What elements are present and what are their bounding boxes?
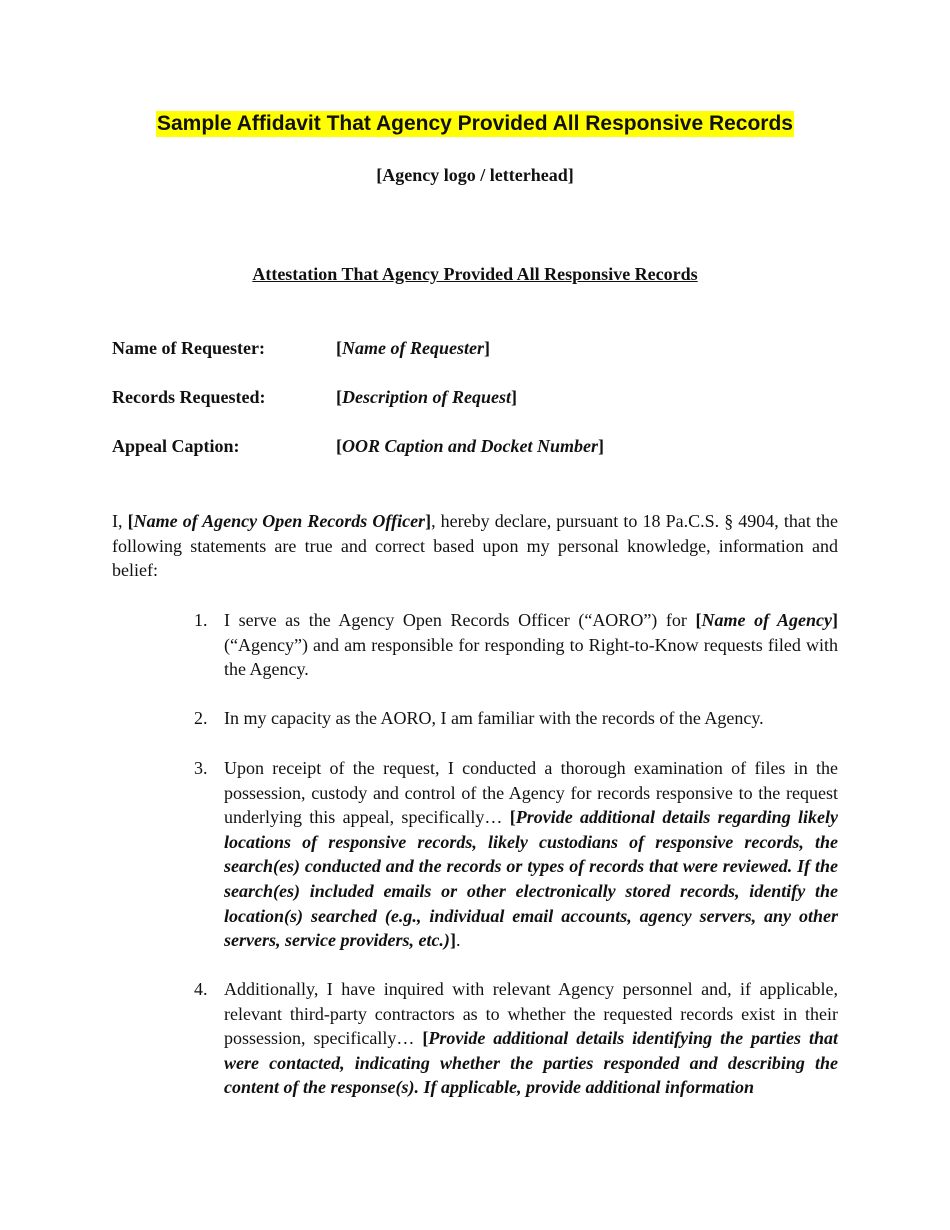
item-number: 2. [194, 708, 208, 728]
list-item [194, 706, 838, 731]
attestation-heading: Attestation That Agency Provided All Responsive Records [252, 264, 698, 284]
field-value: [OOR Caption and Docket Number] [336, 436, 605, 456]
item-text: I serve as the Agency Open Records Officer (“AORO”) for [Name of Agency] (“Agency”) and am responsible for responding to Right-to-Know requests filed with the Agency. [224, 610, 838, 680]
list-item [194, 608, 838, 682]
declaration-paragraph: I, [Name of Agency Open Records Officer], hereby declare, pursuant to 18 Pa.C.S. § 4904, that the following statements are true and correct based upon my personal knowledge, information and belief: [112, 511, 838, 581]
field-label: Name of Requester: [112, 338, 265, 358]
item-number: 1. [194, 610, 208, 630]
field-value: [Name of Requester] [336, 338, 490, 358]
list-item [194, 756, 838, 953]
document-title: Sample Affidavit That Agency Provided All Responsive Records [157, 112, 793, 135]
field-value: [Description of Request] [336, 387, 517, 407]
field-appeal-caption [112, 436, 852, 460]
item-text: Upon receipt of the request, I conducted a thorough examination of files in the possession, custody and control of the Agency for records responsive to the request underlying this appeal, specifically… [Provide additional details regarding likely locations of responsive records, likely custodians of responsive records, the search(es) conducted and the records or types of records that were reviewed. If the search(es) included emails or other electronically stored records, identify the location(s) searched (e.g., individual email accounts, agency servers, any other servers, service providers, etc.)]. [224, 758, 838, 951]
field-requester [112, 338, 852, 362]
list-item [194, 977, 838, 1100]
item-text: Additionally, I have inquired with relevant Agency personnel and, if applicable, relevant third-party contractors as to whether the requested records exist in their possession, specifically… [Provide additional details identifying the parties that were contacted, indicating whether the parties responded and describing the content of the response(s). If applicable, provide additional information [224, 979, 838, 1098]
officer-placeholder: Name of Agency Open Records Officer [133, 511, 426, 531]
title-block [0, 111, 950, 137]
item-number: 4. [194, 979, 208, 999]
field-label: Records Requested: [112, 387, 266, 407]
letterhead-placeholder: [Agency logo / letterhead] [376, 165, 574, 185]
item-number: 3. [194, 758, 208, 778]
item-text: In my capacity as the AORO, I am familiar with the records of the Agency. [224, 708, 764, 728]
field-label: Appeal Caption: [112, 436, 240, 456]
field-records-requested [112, 387, 852, 411]
